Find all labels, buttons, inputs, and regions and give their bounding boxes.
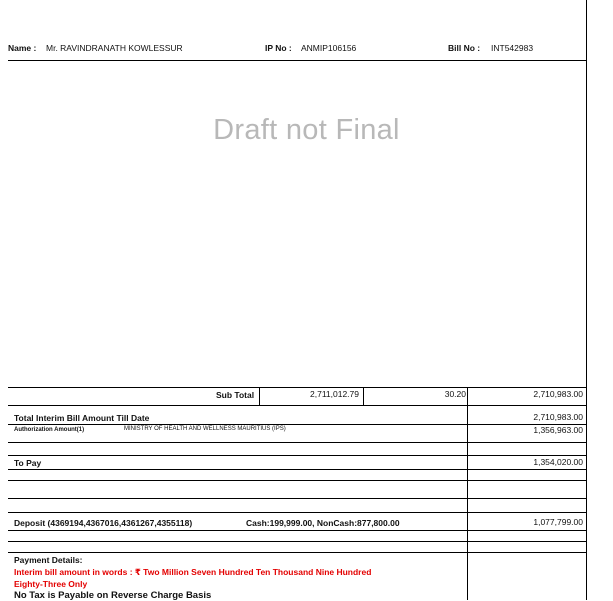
header-divider [8,60,586,61]
subtotal-col-sep-3 [467,387,468,405]
authorization-payer: MINISTRY OF HEALTH AND WELLNESS MAURITIUS (IPS) [124,426,286,432]
deposit-bottom-line [8,530,586,531]
payment-top-line [8,552,586,553]
empty-row-line-2 [8,498,586,499]
page-right-border [586,0,587,600]
amount-in-words-line-1: Interim bill amount in words : ₹ Two Million Seven Hundred Ten Thousand Nine Hundred [14,567,372,577]
deposit-label: Deposit (4369194,4367016,4361267,4355118) [14,518,193,528]
authorization-value: 1,356,963.00 [533,425,583,435]
subtotal-label: Sub Total [216,390,255,400]
value-column-divider [467,405,468,600]
amount-in-words-line-2: Eighty-Three Only [14,579,88,589]
total-interim-value: 2,710,983.00 [533,412,583,422]
total-interim-bottom-line [8,424,586,425]
empty-row-line-3 [8,512,586,513]
subtotal-col-sep-1 [259,387,260,405]
payment-heading: Payment Details: [14,555,83,565]
total-interim-label: Total Interim Bill Amount Till Date [14,413,150,423]
subtotal-gross: 2,711,012.79 [310,389,359,399]
subtotal-net: 2,710,983.00 [533,389,583,399]
ip-no-label: IP No : [265,43,292,53]
tax-note: No Tax is Payable on Reverse Charge Basis [14,590,212,601]
authorization-label: Authorization Amount(1) [14,427,85,433]
bill-no-label: Bill No : [448,43,481,53]
patient-name: Mr. RAVINDRANATH KOWLESSUR [46,43,183,53]
deposit-breakdown: Cash:199,999.00, NonCash:877,800.00 [246,518,400,528]
to-pay-bottom-line [8,469,586,470]
deposit-value: 1,077,799.00 [533,517,583,527]
subtotal-bottom-line [8,405,586,406]
to-pay-label: To Pay [14,458,42,468]
to-pay-value: 1,354,020.00 [533,457,583,467]
ip-no-value: ANMIP106156 [301,43,357,53]
subtotal-top-line [8,387,586,388]
authorization-bottom-line [8,442,586,443]
to-pay-top-line [8,455,586,456]
subtotal-discount: 30.20 [444,389,466,399]
empty-row-line-1 [8,480,586,481]
spacer-line [8,541,586,542]
draft-watermark: Draft not Final [213,114,400,146]
subtotal-col-sep-2 [363,387,364,405]
name-label: Name : [8,43,37,53]
bill-no-value: INT542983 [491,43,534,53]
